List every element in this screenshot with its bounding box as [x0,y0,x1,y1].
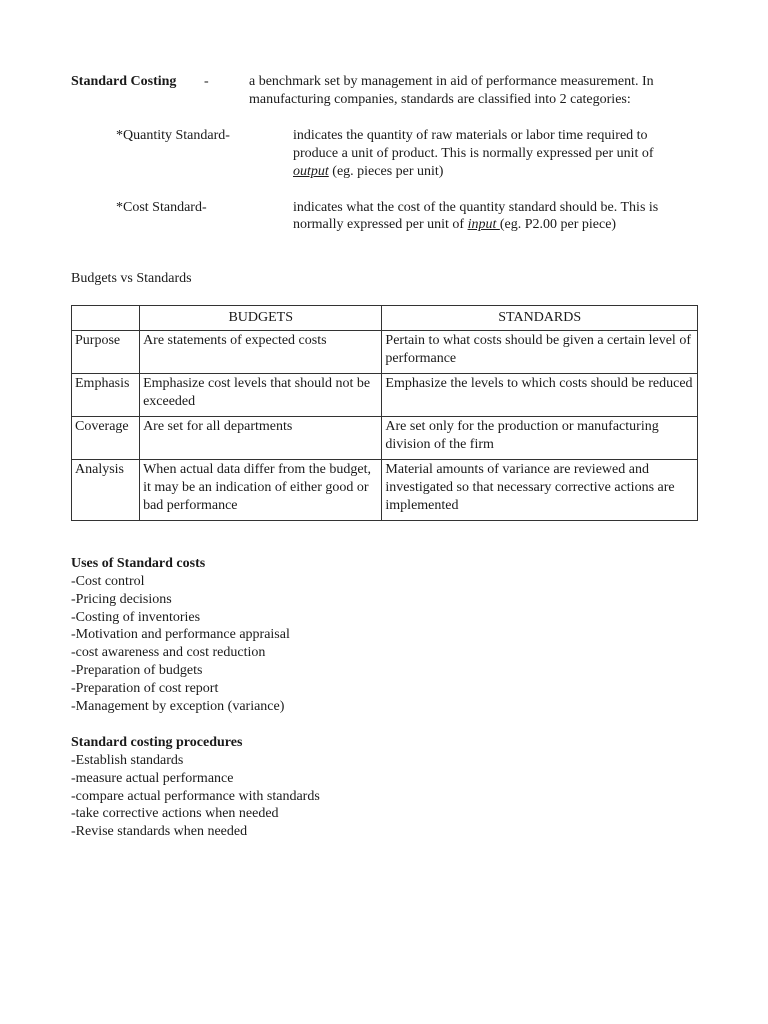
comparison-table [71,305,698,521]
quantity-standard-line2: produce a unit of product. This is normally expressed per unit of [293,146,654,161]
cost-standard-line2-pre: normally expressed per unit of [293,217,468,232]
table-row [72,331,698,374]
table-row [72,374,698,417]
quantity-standard-line3 [293,163,443,181]
row-label-coverage: Coverage [72,417,140,460]
purpose-budgets: Are statements of expected costs [140,331,382,374]
purpose-standards: Pertain to what costs should be given a certain level of performance [382,331,698,374]
procedures-list [71,752,320,841]
definition-dash: - [204,74,209,89]
procedures-heading: Standard costing procedures [71,735,243,750]
list-item: -Preparation of budgets [71,662,203,678]
table-header-budgets: BUDGETS [140,306,382,331]
coverage-budgets: Are set for all departments [140,417,382,460]
list-item: -Management by exception (variance) [71,698,285,714]
list-item: -Motivation and performance appraisal [71,627,290,643]
output-term: output [293,164,329,179]
list-item: -Establish standards [71,753,184,768]
table-row [72,460,698,521]
list-item: -Pricing decisions [71,591,172,607]
definition-text-line2: manufacturing companies, standards are classified into 2 categories: [249,92,631,107]
table-row [72,417,698,460]
cost-standard-label: *Cost Standard- [116,200,207,215]
table-header-row [72,306,698,331]
list-item: -measure actual performance [71,770,234,786]
list-item: -Costing of inventories [71,609,201,625]
table-header-blank [72,306,140,331]
table-header-standards: STANDARDS [382,306,698,331]
list-item: -take corrective actions when needed [71,806,279,822]
input-term: input [467,217,500,232]
list-item: -Cost control [71,574,145,589]
definition-text-line1: a benchmark set by management in aid of performance measurement. In [249,74,654,89]
analysis-budgets: When actual data differ from the budget, it may be an indication of either good or bad performance [140,460,382,521]
row-label-purpose: Purpose [72,331,140,374]
analysis-standards: Material amounts of variance are reviewed and investigated so that necessary corrective actions are implemented [382,460,698,521]
comparison-heading: Budgets vs Standards [71,271,192,286]
emphasis-budgets: Emphasize cost levels that should not be exceeded [140,374,382,417]
quantity-standard-label: *Quantity Standard- [116,128,230,143]
quantity-standard-line1: indicates the quantity of raw materials or labor time required to [293,128,648,143]
row-label-analysis: Analysis [72,460,140,521]
list-item: -compare actual performance with standards [71,788,320,804]
coverage-standards: Are set only for the production or manufacturing division of the firm [382,417,698,460]
cost-standard-line1: indicates what the cost of the quantity standard should be. This is [293,200,659,215]
row-label-emphasis: Emphasis [72,374,140,417]
list-item: -Revise standards when needed [71,824,248,840]
cost-standard-line2 [293,216,616,234]
cost-standard-line2-post: (eg. P2.00 per piece) [499,217,617,232]
definition-term: Standard Costing [71,74,177,89]
emphasis-standards: Emphasize the levels to which costs should be reduced [382,374,698,417]
list-item: -Preparation of cost report [71,680,219,696]
uses-heading: Uses of Standard costs [71,556,206,571]
uses-list [71,573,290,715]
quantity-standard-line3-rest: (eg. pieces per unit) [328,164,444,179]
list-item: -cost awareness and cost reduction [71,645,266,661]
